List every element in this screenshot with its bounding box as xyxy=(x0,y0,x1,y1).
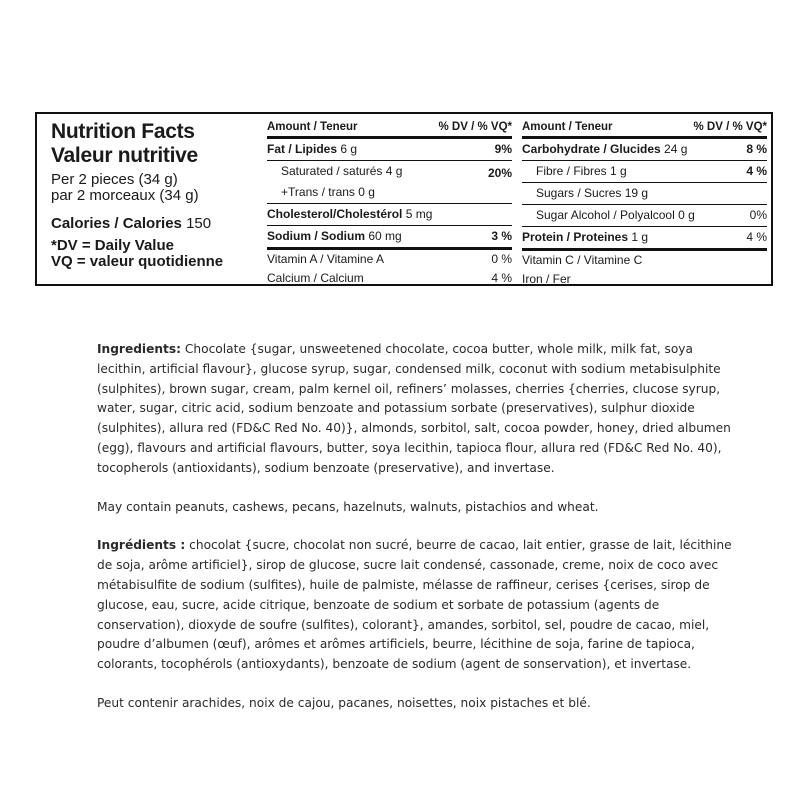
carbohydrate-amount: 24 g xyxy=(664,142,688,156)
header-dv: % DV / % VQ* xyxy=(693,121,767,133)
ingredients-en-label: Ingredients: xyxy=(97,342,182,356)
carbohydrate-row xyxy=(522,136,767,160)
dv-note-en: *DV = Daily Value xyxy=(51,237,174,254)
sugar-alcohol-dv: 0% xyxy=(749,208,767,222)
ingredients-fr-text: chocolat {sucre, chocolat non sucré, beurre de cacao, lait entier, grasse de lait, lécithine de soja, arôme artificiel}, sirop de glucose, sucre lait condensé, cassonade, creme, noix de coco avec métabisulfite de sodium (sulfites), huile de palmiste, mélasse de raffineur, cerises {cerises, sirop de glucose, eau, sucre, acide citrique, benzoate de sodium et sorbate de potassium (agents de conservation), dioxyde de soufre (sulfites), colorant}, amandes, sorbitol, sel, poudre de cacao, miel, poudre d’albumen (œuf), arômes et arômes artificiels, beurre, lécithine de soja, farine de tapioca, colorants, tocophérols (antioxydants), benzoate de sodium (agent de sonservation), et invertase. xyxy=(97,538,732,672)
nutrition-summary xyxy=(51,120,281,270)
sugar-alcohol-label: Sugar Alcohol / Polyalcool 0 g xyxy=(536,208,695,222)
calcium-dv: 4 % xyxy=(491,271,512,285)
nutrition-facts-table xyxy=(35,112,773,286)
calories-value: 150 xyxy=(186,215,212,232)
column-header xyxy=(522,118,767,136)
header-amount: Amount / Teneur xyxy=(522,121,613,133)
serving-size-en: Per 2 pieces (34 g) xyxy=(51,171,178,188)
calories-row xyxy=(51,216,281,232)
iron-row xyxy=(522,270,767,289)
vitamin-a-label: Vitamin A / Vitamine A xyxy=(267,252,384,266)
column-header xyxy=(267,118,512,136)
vitamin-a-row xyxy=(267,247,512,269)
fibre-dv: 4 % xyxy=(746,164,767,178)
saturated-label: Saturated / saturés 4 g xyxy=(281,164,403,178)
sat-trans-dv: 20% xyxy=(487,166,512,180)
saturated-row xyxy=(267,160,512,182)
protein-amount: 1 g xyxy=(631,230,649,244)
iron-label: Iron / Fer xyxy=(522,272,571,286)
calcium-label: Calcium / Calcium xyxy=(267,271,364,285)
nutrient-column-1 xyxy=(267,118,512,288)
fat-dv: 9% xyxy=(494,142,512,156)
cholesterol-row xyxy=(267,203,512,225)
sugar-alcohol-row xyxy=(522,204,767,226)
sodium-amount: 60 mg xyxy=(368,229,402,243)
ingredients-section xyxy=(97,340,737,714)
sodium-row xyxy=(267,225,512,247)
fibre-label: Fibre / Fibres 1 g xyxy=(536,164,627,178)
protein-dv: 4 % xyxy=(746,230,767,244)
sodium-label: Sodium / Sodium xyxy=(267,229,365,243)
allergen-statement-en: May contain peanuts, cashews, pecans, hazelnuts, walnuts, pistachios and wheat. xyxy=(97,499,599,514)
fat-row xyxy=(267,136,512,160)
serving-size-fr: par 2 morceaux (34 g) xyxy=(51,187,199,204)
sat-trans-group xyxy=(267,160,512,203)
dv-note-fr: VQ = valeur quotidienne xyxy=(51,253,224,270)
vitamin-a-dv: 0 % xyxy=(491,252,512,266)
calories-label: Calories / Calories xyxy=(51,215,182,232)
fat-amount: 6 g xyxy=(340,142,358,156)
nutrient-column-2 xyxy=(522,118,767,289)
vitamin-c-row xyxy=(522,248,767,270)
calcium-row xyxy=(267,269,512,288)
vitamin-c-label: Vitamin C / Vitamine C xyxy=(522,253,643,267)
trans-label: +Trans / trans 0 g xyxy=(281,185,375,199)
sugars-label: Sugars / Sucres 19 g xyxy=(536,186,649,200)
ingredients-en xyxy=(97,340,737,479)
carbohydrate-dv: 8 % xyxy=(746,142,767,156)
protein-label: Protein / Proteines xyxy=(522,230,629,244)
nutrition-title-en: Nutrition Facts xyxy=(51,120,195,143)
ingredients-en-text: Chocolate {sugar, unsweetened chocolate, cocoa butter, whole milk, milk fat, soya lecithin, artificial flavour}, glucose syrup, sugar, condensed milk, coconut with sodium metabisulphite (sulphites), brown sugar, cream, palm kernel oil, refiners’ molasses, cherries {cherries, clucose syrup, water, sugar, citric acid, sodium benzoate and potassium sorbate (preservatives), sulphur dioxide (sulphites), allura red (FD&C Red No. 40)}, almonds, sorbitol, salt, cocoa powder, honey, dried albumen (egg), flavours and artificial flavours, butter, soya lecithin, tapioca flour, allura red (FD&C Red No. 40), tocopherols (antioxidants), sodium benzoate (preservative), and invertase. xyxy=(97,342,731,475)
sugars-row xyxy=(522,182,767,204)
protein-row xyxy=(522,226,767,248)
header-amount: Amount / Teneur xyxy=(267,121,358,133)
fibre-row xyxy=(522,160,767,182)
nutrition-title-fr: Valeur nutritive xyxy=(51,144,198,167)
sodium-dv: 3 % xyxy=(491,229,512,243)
allergen-statement-fr: Peut contenir arachides, noix de cajou, pacanes, noisettes, noix pistaches et blé. xyxy=(97,695,591,710)
cholesterol-amount: 5 mg xyxy=(405,207,433,221)
fat-label: Fat / Lipides xyxy=(267,142,338,156)
ingredients-fr xyxy=(97,536,737,675)
carbohydrate-label: Carbohydrate / Glucides xyxy=(522,142,661,156)
cholesterol-label: Cholesterol/Cholestérol xyxy=(267,207,403,221)
header-dv: % DV / % VQ* xyxy=(438,121,512,133)
trans-row xyxy=(267,182,512,203)
ingredients-fr-label: Ingrédients : xyxy=(97,538,186,553)
